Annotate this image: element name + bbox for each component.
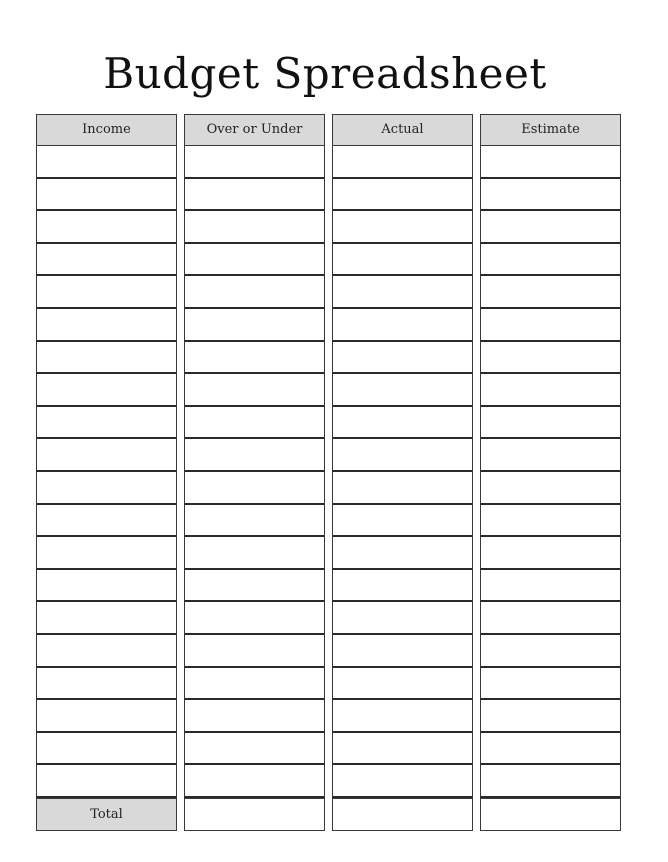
entry-cell[interactable] bbox=[36, 472, 177, 505]
entry-cell[interactable] bbox=[184, 602, 325, 635]
entry-cell[interactable] bbox=[36, 439, 177, 472]
entry-cell[interactable] bbox=[480, 342, 621, 375]
entry-cell[interactable] bbox=[36, 668, 177, 701]
entry-cell[interactable] bbox=[480, 439, 621, 472]
entry-cell[interactable] bbox=[480, 635, 621, 668]
entry-cell[interactable] bbox=[184, 211, 325, 244]
entry-cell[interactable] bbox=[332, 374, 473, 407]
entry-cell[interactable] bbox=[184, 244, 325, 277]
column-header: Over or Under bbox=[184, 114, 325, 146]
page-title: Budget Spreadsheet bbox=[103, 49, 547, 98]
entry-cell[interactable] bbox=[480, 505, 621, 538]
entry-cell[interactable] bbox=[480, 211, 621, 244]
column-header: Actual bbox=[332, 114, 473, 146]
entry-cell[interactable] bbox=[480, 733, 621, 766]
total-cell[interactable] bbox=[480, 798, 621, 831]
entry-cell[interactable] bbox=[480, 602, 621, 635]
entry-cell[interactable] bbox=[332, 668, 473, 701]
total-label: Total bbox=[36, 798, 177, 831]
entry-cell[interactable] bbox=[184, 505, 325, 538]
entry-cell[interactable] bbox=[184, 733, 325, 766]
entry-cell[interactable] bbox=[332, 505, 473, 538]
entry-cell[interactable] bbox=[36, 570, 177, 603]
entry-cell[interactable] bbox=[332, 276, 473, 309]
entry-cell[interactable] bbox=[332, 472, 473, 505]
entry-cell[interactable] bbox=[36, 374, 177, 407]
column-rows bbox=[332, 146, 473, 798]
entry-cell[interactable] bbox=[184, 668, 325, 701]
column-estimate bbox=[480, 114, 621, 831]
entry-cell[interactable] bbox=[332, 244, 473, 277]
entry-cell[interactable] bbox=[184, 439, 325, 472]
entry-cell[interactable] bbox=[184, 146, 325, 179]
entry-cell[interactable] bbox=[184, 179, 325, 212]
entry-cell[interactable] bbox=[480, 668, 621, 701]
entry-cell[interactable] bbox=[480, 407, 621, 440]
entry-cell[interactable] bbox=[184, 276, 325, 309]
total-cell[interactable] bbox=[184, 798, 325, 831]
column-rows bbox=[480, 146, 621, 798]
entry-cell[interactable] bbox=[36, 537, 177, 570]
entry-cell[interactable] bbox=[36, 700, 177, 733]
entry-cell[interactable] bbox=[480, 472, 621, 505]
entry-cell[interactable] bbox=[332, 211, 473, 244]
entry-cell[interactable] bbox=[36, 733, 177, 766]
entry-cell[interactable] bbox=[184, 570, 325, 603]
entry-cell[interactable] bbox=[480, 570, 621, 603]
column-header: Estimate bbox=[480, 114, 621, 146]
entry-cell[interactable] bbox=[332, 407, 473, 440]
entry-cell[interactable] bbox=[36, 179, 177, 212]
entry-cell[interactable] bbox=[184, 700, 325, 733]
entry-cell[interactable] bbox=[332, 733, 473, 766]
entry-cell[interactable] bbox=[332, 570, 473, 603]
entry-cell[interactable] bbox=[184, 537, 325, 570]
entry-cell[interactable] bbox=[184, 635, 325, 668]
entry-cell[interactable] bbox=[36, 342, 177, 375]
column-rows bbox=[36, 146, 177, 798]
entry-cell[interactable] bbox=[332, 602, 473, 635]
entry-cell[interactable] bbox=[480, 309, 621, 342]
entry-cell[interactable] bbox=[480, 179, 621, 212]
entry-cell[interactable] bbox=[332, 342, 473, 375]
entry-cell[interactable] bbox=[36, 244, 177, 277]
entry-cell[interactable] bbox=[36, 211, 177, 244]
entry-cell[interactable] bbox=[184, 765, 325, 798]
entry-cell[interactable] bbox=[480, 537, 621, 570]
entry-cell[interactable] bbox=[36, 407, 177, 440]
entry-cell[interactable] bbox=[36, 146, 177, 179]
entry-cell[interactable] bbox=[480, 765, 621, 798]
entry-cell[interactable] bbox=[184, 472, 325, 505]
entry-cell[interactable] bbox=[480, 374, 621, 407]
entry-cell[interactable] bbox=[36, 602, 177, 635]
entry-cell[interactable] bbox=[36, 505, 177, 538]
entry-cell[interactable] bbox=[332, 537, 473, 570]
entry-cell[interactable] bbox=[332, 700, 473, 733]
entry-cell[interactable] bbox=[480, 146, 621, 179]
column-header: Income bbox=[36, 114, 177, 146]
column-actual bbox=[332, 114, 473, 831]
entry-cell[interactable] bbox=[480, 700, 621, 733]
entry-cell[interactable] bbox=[36, 309, 177, 342]
entry-cell[interactable] bbox=[332, 179, 473, 212]
entry-cell[interactable] bbox=[332, 765, 473, 798]
entry-cell[interactable] bbox=[36, 765, 177, 798]
entry-cell[interactable] bbox=[332, 439, 473, 472]
entry-cell[interactable] bbox=[184, 342, 325, 375]
entry-cell[interactable] bbox=[480, 276, 621, 309]
entry-cell[interactable] bbox=[480, 244, 621, 277]
column-income bbox=[36, 114, 177, 831]
entry-cell[interactable] bbox=[36, 276, 177, 309]
entry-cell[interactable] bbox=[332, 635, 473, 668]
entry-cell[interactable] bbox=[184, 309, 325, 342]
entry-cell[interactable] bbox=[36, 635, 177, 668]
entry-cell[interactable] bbox=[184, 407, 325, 440]
total-cell[interactable] bbox=[332, 798, 473, 831]
column-over-or-under bbox=[184, 114, 325, 831]
entry-cell[interactable] bbox=[332, 309, 473, 342]
entry-cell[interactable] bbox=[332, 146, 473, 179]
column-rows bbox=[184, 146, 325, 798]
entry-cell[interactable] bbox=[184, 374, 325, 407]
